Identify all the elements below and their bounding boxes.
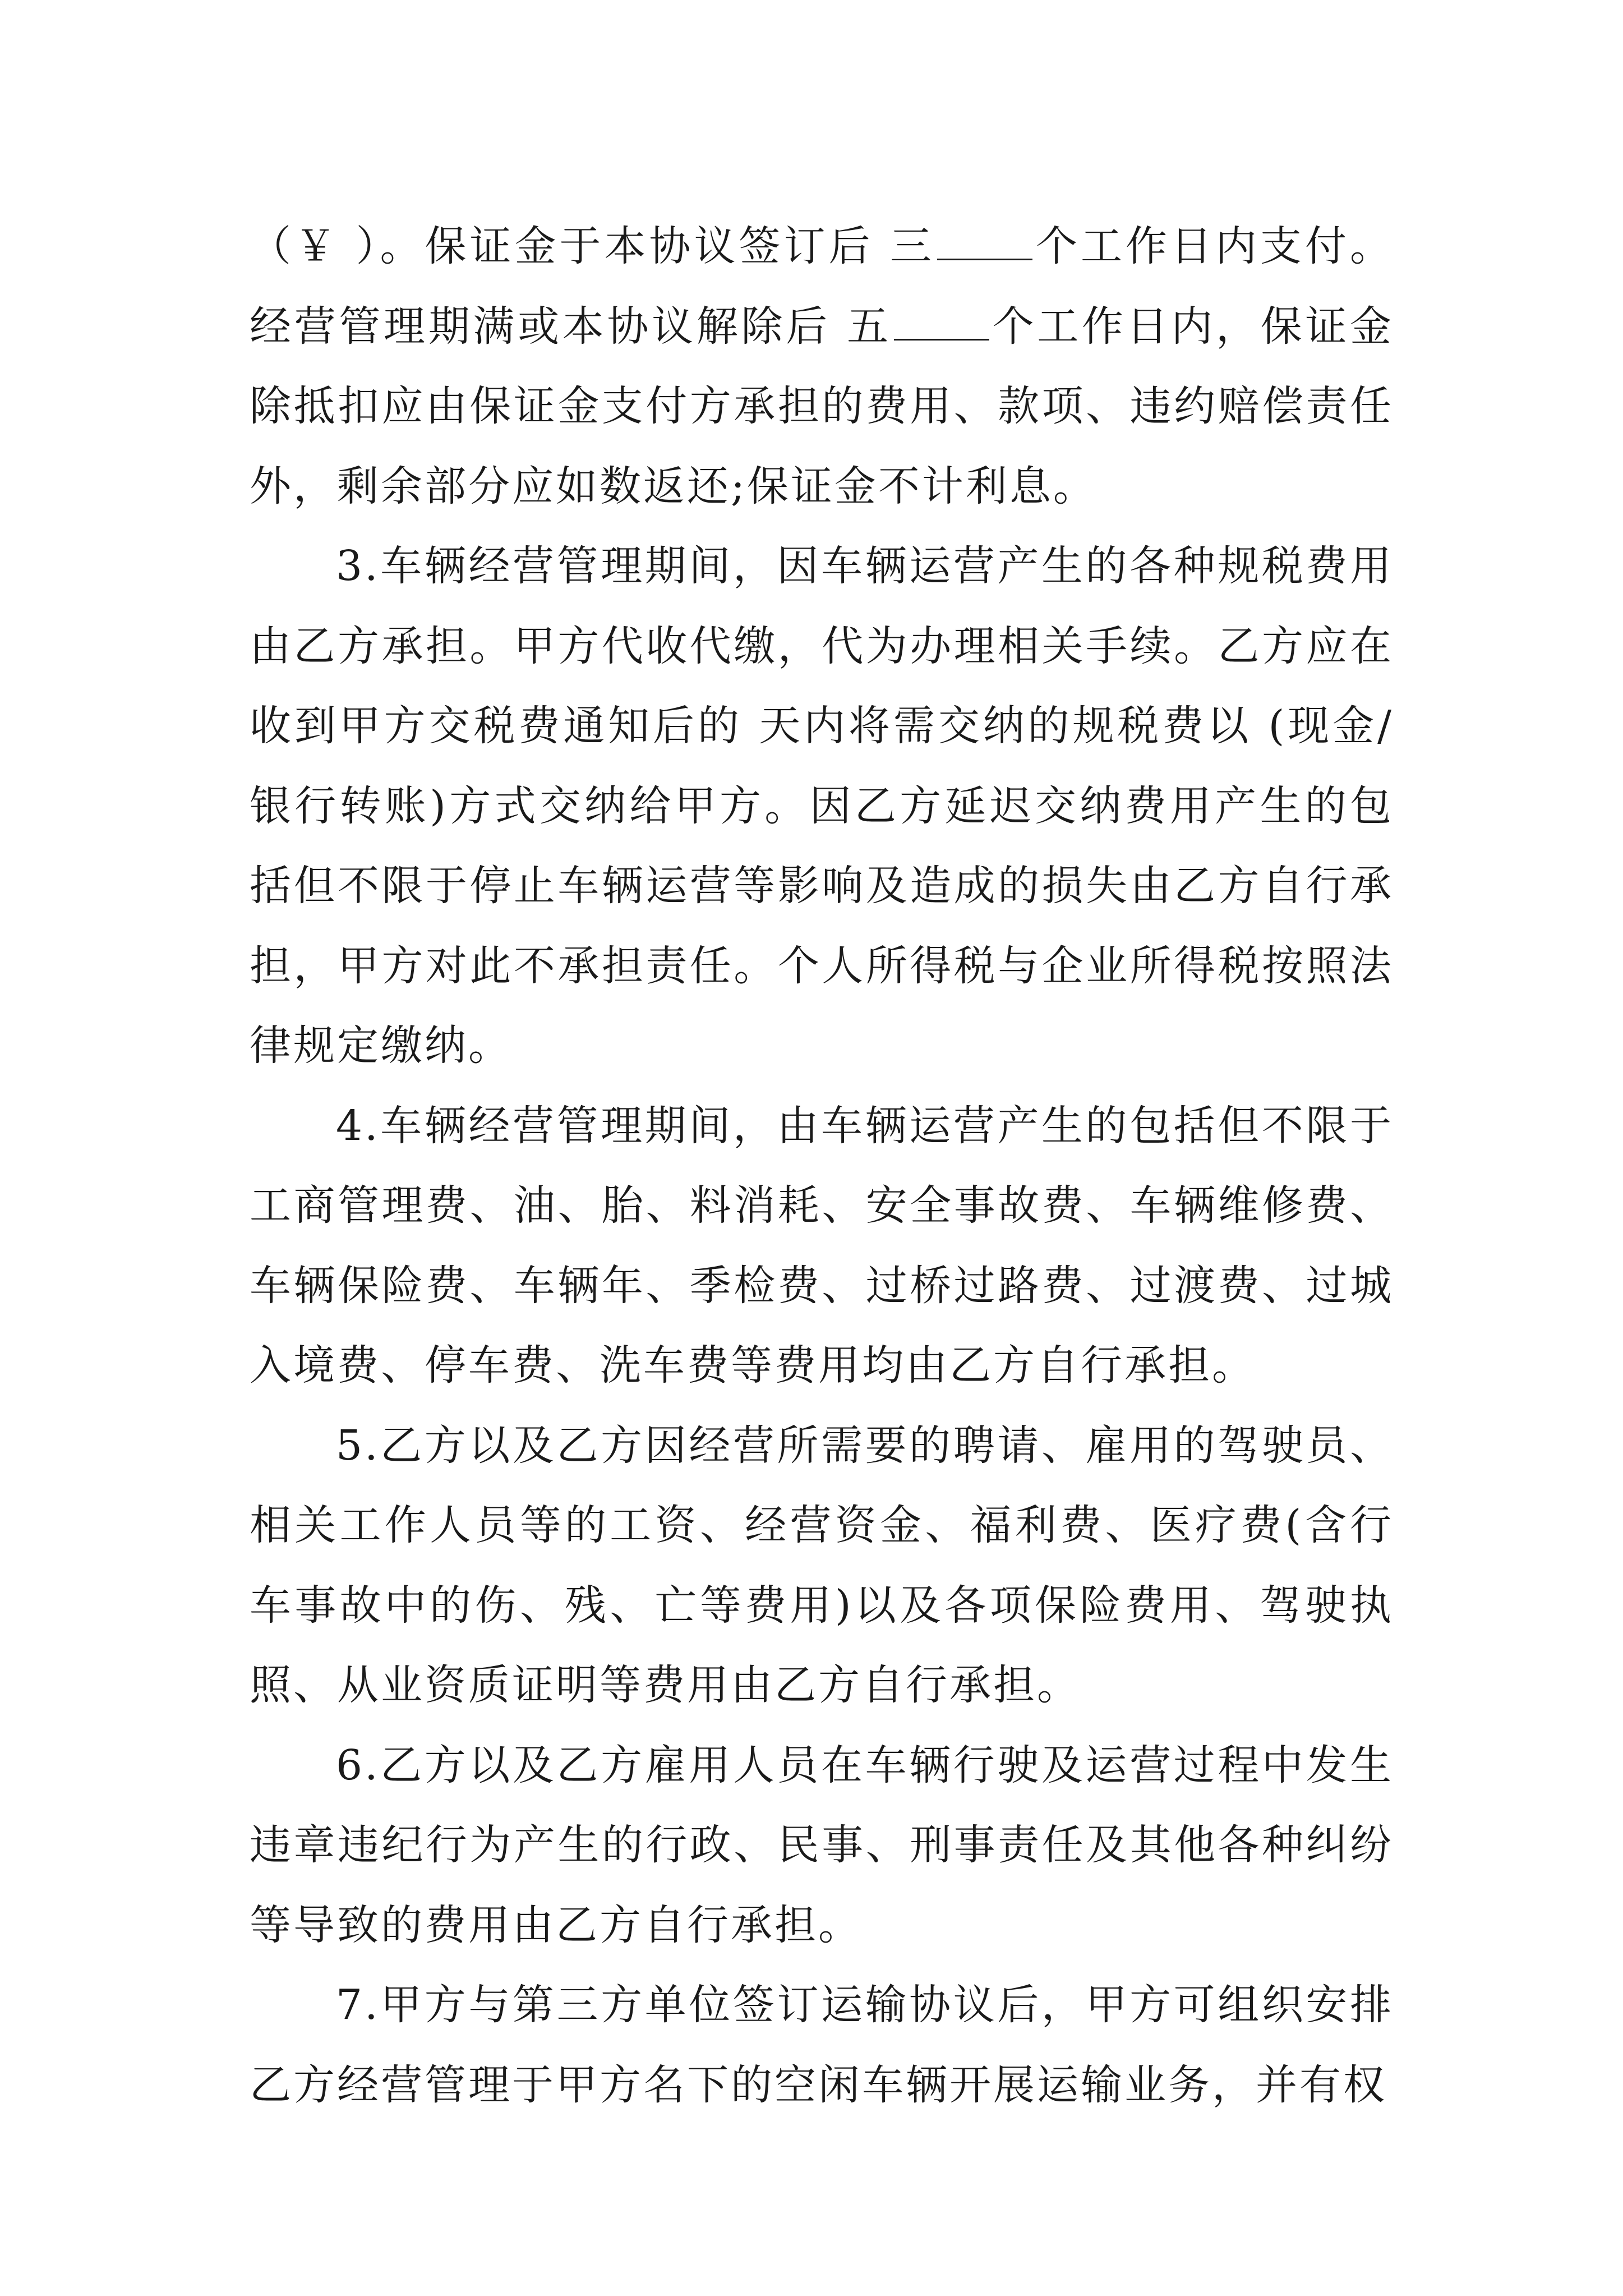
paragraph-clause-7: 7.甲方与第三方单位签订运输协议后，甲方可组织安排乙方经营管理于甲方名下的空闲车辆开展运输业务，并有权: [250, 1981, 1394, 2109]
paragraph-clause-6: 6.乙方以及乙方雇用人员在车辆行驶及运营过程中发生违章违纪行为产生的行政、民事、刑事责任及其他各种纠纷等导致的费用由乙方自行承担。: [250, 1741, 1394, 1949]
document-body: [250, 206, 1394, 2125]
paragraph-clause-5: 5.乙方以及乙方因经营所需要的聘请、雇用的驾驶员、相关工作人员等的工资、经营资金、福利费、医疗费(含行车事故中的伤、残、亡等费用)以及各项保险费用、驾驶执照、从业资质证明等费用由乙方自行承担。: [250, 1421, 1394, 1709]
blank-line: [937, 254, 1032, 260]
blank-line: [894, 334, 989, 341]
paragraph-clause-4: 4.车辆经营管理期间，由车辆运营产生的包括但不限于工商管理费、油、胎、料消耗、安全事故费、车辆维修费、车辆保险费、车辆年、季检费、过桥过路费、过渡费、过城入境费、停车费、洗车费等费用均由乙方自行承担。: [250, 1101, 1394, 1389]
deposit-text-part-2: 个工作日内支付。经营管理期满或本协议解除后 五: [250, 222, 1394, 351]
paragraph-deposit-terms: [250, 206, 1394, 526]
deposit-text-part-1: （￥ ）。保证金于本协议签订后 三: [250, 222, 935, 270]
paragraph-clause-3: 3.车辆经营管理期间，因车辆运营产生的各种规税费用由乙方承担。甲方代收代缴，代为办理相关手续。乙方应在收到甲方交税费通知后的 天内将需交纳的规税费以 (现金/银行转账)方式交纳给甲方。因乙方延迟交纳费用产生的包括但不限于停止车辆运营等影响及造成的损失由乙方自行承担，甲方对此不承担责任。个人所得税与企业所得税按照法律规定缴纳。: [250, 542, 1394, 1070]
deposit-text-part-3: 个工作日内，保证金除抵扣应由保证金支付方承担的费用、款项、违约赔偿责任外，剩余部分应如数返还;保证金不计利息。: [250, 302, 1394, 510]
